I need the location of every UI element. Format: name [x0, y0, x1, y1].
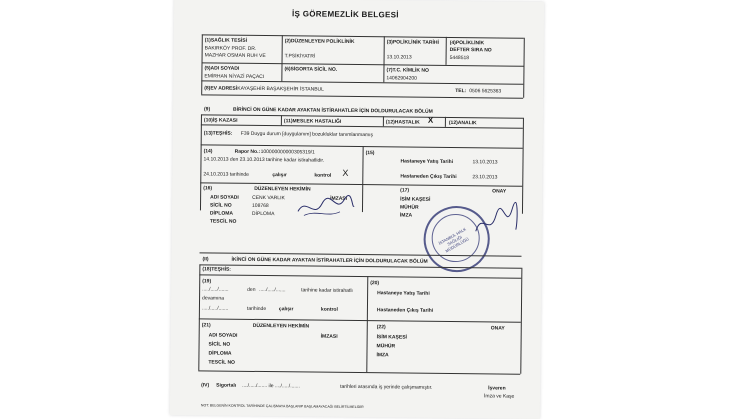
certificate-label: TESCİL NO — [209, 218, 237, 225]
divider — [522, 118, 524, 214]
address-value: KAYAŞEHİR BAŞAKŞEHİR İSTANBUL — [237, 85, 324, 93]
divider — [383, 116, 384, 126]
divider — [520, 268, 522, 374]
date-blank: ..../...../....... ile ..../...../....... — [242, 382, 300, 390]
field-number: (20) — [370, 280, 380, 287]
date-blank: ...../...../....... — [259, 286, 286, 294]
doctor-section-title: DÜZENLEYEN HEKİMİN — [254, 185, 311, 193]
continuation-text: devamına — [202, 295, 225, 302]
register-label: DEFTER SIRA NO — [449, 46, 492, 54]
divider — [199, 274, 521, 278]
date-blank: ...../...../....... — [202, 286, 229, 293]
insured-label: Sigortalı — [216, 382, 237, 389]
works-option: çalışır — [272, 172, 287, 179]
diploma-label: DİPLOMA — [209, 210, 234, 217]
register-value: 5448518 — [449, 54, 470, 62]
section-title: İKİNCİ ON GÜNE KADAR AYAKTAN İSTİRAHATLER İÇİN DOLDURULACAK BÖLÜM — [231, 256, 428, 265]
divider — [362, 146, 364, 212]
field-number: (16) — [203, 185, 213, 192]
clinic-value: T.PSİKİYATRİ — [284, 53, 316, 60]
divider — [201, 80, 523, 84]
doctor-name-label: ADI SOYADI — [210, 194, 239, 201]
control-option: kontrol — [314, 172, 332, 179]
id-label: (7)T.C. KİMLİK NO — [386, 67, 429, 74]
registry-label: SİCİL NO — [208, 341, 231, 348]
rest-period: 14.10.2013 den 23.10.2013 tarihine kadar istirahatlidir. — [203, 156, 325, 164]
address-label: (8)EV ADRESİ — [204, 85, 238, 92]
divider — [201, 114, 523, 118]
discharge-date-label: Hastaneden Çıkış Tarihi — [376, 307, 434, 314]
approval-label: ONAY — [490, 325, 505, 332]
discharge-date-value: 23.10.2013 — [472, 174, 498, 181]
document-page — [170, 0, 544, 419]
divider — [198, 264, 200, 370]
section-number: (IV) — [201, 382, 210, 389]
id-value: 14062904200 — [386, 75, 417, 82]
signature-label: İMZASI — [330, 195, 348, 202]
divider — [446, 37, 447, 65]
admission-date-label: Hastaneye Yatış Tarihi — [377, 290, 430, 297]
footer-note: NOT: BELGENİN KONTROL TARİHİNDE ÇALIŞMAYA BAŞLANIP BAŞLAMAYACAĞI BELİRTİLMELİDİR — [200, 403, 364, 410]
facility-value: MAZHAR OSMAN RUH VE — [204, 52, 266, 60]
diploma-label: DİPLOMA — [208, 350, 232, 357]
divider — [445, 117, 446, 127]
field-number: (19) — [202, 278, 212, 285]
insurance-label: (6)SİGORTA SİCİL NO. — [284, 66, 338, 73]
stamp-text: İSTANBUL HALK SAĞLIĞI MÜDÜRLÜĞÜ — [437, 226, 470, 254]
admission-date-value: 13.10.2013 — [472, 159, 498, 166]
divider — [281, 115, 282, 125]
name-stamp-label: İSİM KAŞESİ — [400, 196, 431, 203]
certificate-label: TESCİL NO — [208, 359, 235, 366]
registry-label: SİCİL NO — [209, 202, 232, 209]
divider — [202, 34, 524, 38]
work-accident-checkbox: (10)İŞ KAZASI — [203, 117, 238, 124]
name-stamp-label: İSİM KAŞESİ — [376, 334, 407, 341]
seal-label: MÜHÜR — [399, 204, 419, 211]
divider — [199, 318, 521, 322]
checkbox-mark: X — [427, 115, 434, 125]
field-number: (15) — [365, 150, 375, 157]
diagnosis-value: F39 Duygu durum [duygulanım] bozukluklar tanımlanmamış — [240, 130, 374, 139]
until-text: tarihine kadar istirahatlı — [301, 287, 353, 294]
divider — [201, 94, 523, 98]
field-number: (14) — [203, 148, 213, 155]
doctor-name-value: CENK VARLIK — [252, 194, 285, 202]
divider — [200, 114, 202, 210]
divider — [201, 34, 203, 94]
document-title: İŞ GÖREMEZLİK BELGESİ — [291, 9, 399, 20]
divider — [523, 38, 525, 98]
diploma-value: DİPLOMA — [251, 210, 275, 218]
divider — [202, 62, 524, 66]
signature2-label: İMZA — [399, 212, 413, 219]
report-no-label: Rapor No.: — [234, 148, 261, 155]
clinic-date-value: 13.10.2013 — [386, 54, 412, 61]
works-option: çalışır — [278, 306, 294, 313]
return-date: 24.10.2013 tarihinde — [203, 171, 249, 178]
name-label: (5)ADI SOYADI — [204, 65, 240, 72]
admission-date-label: Hastaneye Yatış Tarihi — [400, 158, 454, 166]
name-value: EMİRHAN NİYAZİ PAÇACI — [204, 73, 265, 81]
employer-sign-label: İmza ve Kaşe — [484, 393, 515, 400]
signature2-label: İMZA — [376, 352, 389, 359]
date-blank: ...../...../....... — [201, 305, 229, 312]
field-number: (21) — [201, 322, 211, 329]
doctor-name-label: ADI SOYADI — [208, 332, 238, 339]
control-mark: X — [342, 167, 349, 178]
divider — [281, 35, 282, 81]
registry-value: 108768 — [251, 202, 269, 210]
section-title: BİRİNCİ ON GÜNE KADAR AYAKTAN İSTİRAHATLER İÇİN DOLDURULACAK BÖLÜM — [232, 106, 433, 115]
control-option: kontrol — [320, 306, 338, 313]
section-number: (II) — [202, 256, 209, 263]
divider — [366, 276, 368, 372]
facility-label: (1)SAĞLIK TESİSİ — [204, 37, 248, 44]
signature-label: İMZASI — [320, 333, 338, 340]
insured-statement: tarihleri arasında iş yerinde çalışmamıştır. — [340, 383, 433, 391]
report-no-value: 100000000000305319/1 — [260, 148, 315, 156]
maternity-checkbox: (12)ANALIK — [448, 119, 477, 127]
clinic-date-label: (3)POLİKLİNİK TARİHİ — [386, 39, 439, 46]
discharge-date-label: Hastaneden Çıkış Tarihi — [400, 173, 457, 181]
employer-label: İşveren — [488, 385, 506, 392]
clinic-label: (2)DÜZENLEYEN POLİKLİNİK — [284, 38, 355, 45]
section-number: (9) — [203, 106, 211, 113]
register-label: (4)POLİKLİNİK — [449, 39, 485, 47]
divider — [198, 370, 520, 374]
from-text: den — [247, 286, 256, 293]
divider — [383, 36, 384, 82]
on-date-text: tarihinde — [246, 305, 267, 313]
field-number: (22) — [376, 324, 386, 331]
diagnosis-label: (18)TEŞHİS: — [202, 266, 232, 273]
phone-value: 0506 5625363 — [469, 88, 502, 95]
facility-value: BAKIRKÖY PROF. DR. — [204, 45, 257, 52]
seal-label: MÜHÜR — [376, 343, 396, 350]
phone-label: TEL: — [455, 88, 467, 95]
approval-label: ONAY — [492, 188, 507, 195]
diagnosis-label: (13)TEŞHİS: — [203, 130, 233, 137]
doctor-section-title: DÜZENLEYEN HEKİMİN — [252, 322, 310, 330]
illness-checkbox: (12)HASTALIK — [385, 119, 420, 126]
doctor-signature — [296, 191, 356, 222]
occupational-disease-checkbox: (11)MESLEK HASTALIĞI — [283, 118, 342, 125]
official-signature — [472, 201, 520, 242]
field-number: (17) — [400, 187, 410, 194]
